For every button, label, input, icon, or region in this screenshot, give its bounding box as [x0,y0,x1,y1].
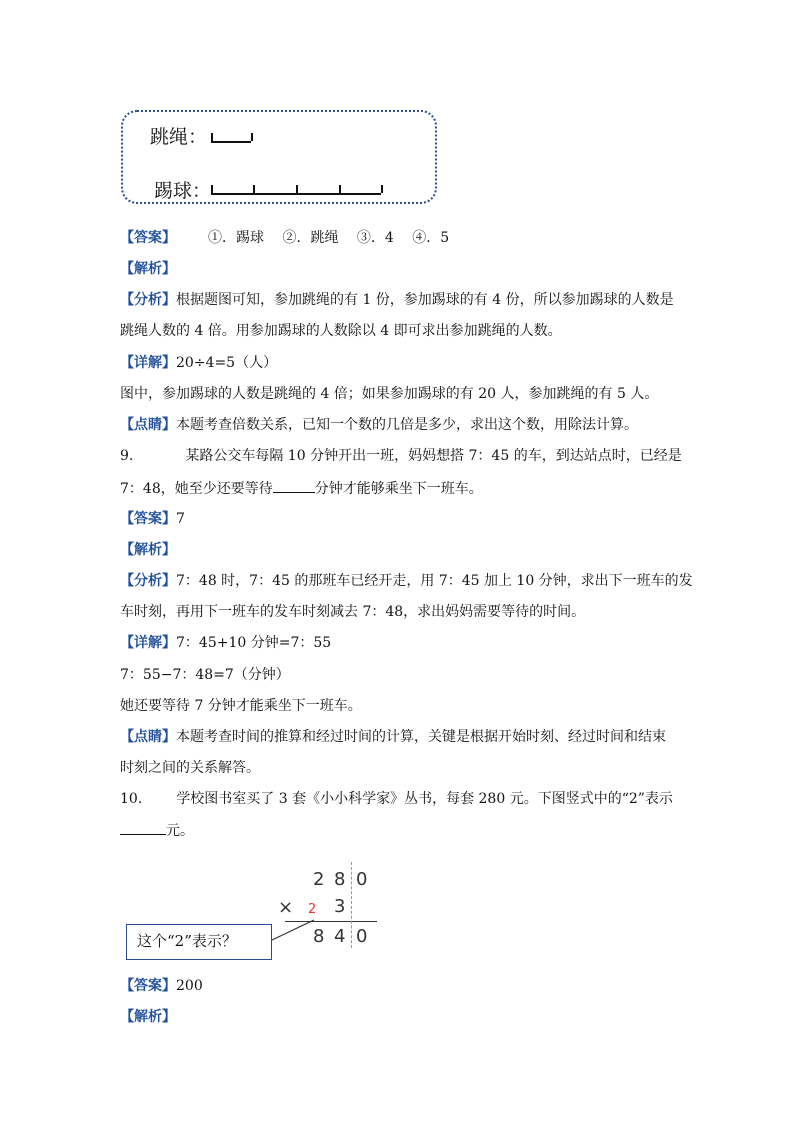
q9-answer-line: 【答案】7 [120,511,185,527]
q10-question-line2: 元。 [120,820,194,841]
q9-answer: 7 [176,511,185,527]
q8-fenxi-line1: 【分析】根据题图可知，参加跳绳的有 1 份，参加踢球的有 4 份，所以参加踢球的人数是 [120,292,674,308]
q8-detail-line2: 图中，参加踢球的人数是跳绳的 4 倍；如果参加踢球的有 20 人，参加跳绳的有 5 人。 [120,386,659,402]
q9-blank [273,478,315,493]
q8-analysis-heading: 【解析】 [120,261,176,277]
callout-box: 这个“2”表示？ [126,924,272,960]
q9-number: 9. [120,448,134,464]
kick-bar-tick [211,185,213,193]
q8-answers: ①．踢球 ②．跳绳 ③．4 ④．5 [208,230,450,246]
q9-comment-line2: 时刻之间的关系解答。 [120,760,260,776]
top-digit: 8 [334,869,346,890]
q10-question-line1: 10. 学校图书室买了 3 套《小小科学家》丛书，每套 280 元。下图竖式中的“2”表示 [120,791,673,807]
q10-analysis-heading: 【解析】 [120,1009,176,1025]
top-digit: 0 [356,869,368,890]
top-digit: 2 [313,869,325,890]
answer-tag: 【答案】 [120,230,176,246]
carry-digit: 2 [308,902,317,917]
rope-label: 跳绳： [150,126,208,148]
times-sign: × [278,897,294,918]
kick-label: 踢球： [154,180,212,202]
q8-fenxi-line2: 跳绳人数的 4 倍。用参加踢球的人数除以 4 即可求出参加跳绳的人数。 [120,323,562,339]
q8-comment-line: 【点睛】本题考查倍数关系，已知一个数的几倍是多少，求出这个数，用除法计算。 [120,417,638,433]
q9-detail-line1: 【详解】7：45+10 分钟=7：55 [120,635,332,651]
rope-bar-tick [211,133,213,141]
q9-analysis-heading: 【解析】 [120,542,176,558]
q9-fenxi-line1: 【分析】7：48 时，7：45 的那班车已经开走，用 7：45 加上 10 分钟，求出下一班车的发 [120,573,693,589]
q9-detail-line2: 7：55−7：48=7（分钟） [120,667,290,683]
place-value-guide [351,862,352,948]
q10-number: 10. [120,791,143,807]
q8-answer-line [120,228,449,248]
q8-detail-line1: 【详解】20÷4=5（人） [120,355,278,371]
kick-bar-tick [296,185,298,193]
rope-bar-tick [251,133,253,141]
kick-bar-tick [253,185,255,193]
kick-bar-tick [381,185,383,193]
rope-bar [211,133,251,143]
bar-diagram-box [121,110,437,204]
result-digit: 4 [334,926,346,947]
kick-bar-tick [339,185,341,193]
result-digit: 0 [356,926,368,947]
q9-question-line2: 7：48，她至少还要等待 分钟才能够乘坐下一班车。 [120,478,483,499]
q9-comment-line1: 【点睛】本题考查时间的推算和经过时间的计算，关键是根据开始时刻、经过时间和结束 [120,729,666,745]
q9-question-line1: 9. 某路公交车每隔 10 分钟开出一班，妈妈想搭 7：45 的车，到达站点时，已经是 [120,448,682,464]
result-digit: 8 [313,926,325,947]
q9-fenxi-line2: 车时刻，再用下一班车的发车时刻减去 7：48，求出妈妈需要等待的时间。 [120,604,586,620]
multiplier-digit: 3 [334,896,346,917]
q9-detail-line3: 她还要等待 7 分钟才能乘坐下一班车。 [120,698,362,714]
q10-answer: 200 [176,978,203,994]
q10-blank [120,820,166,835]
q10-answer-line: 【答案】200 [120,978,203,994]
